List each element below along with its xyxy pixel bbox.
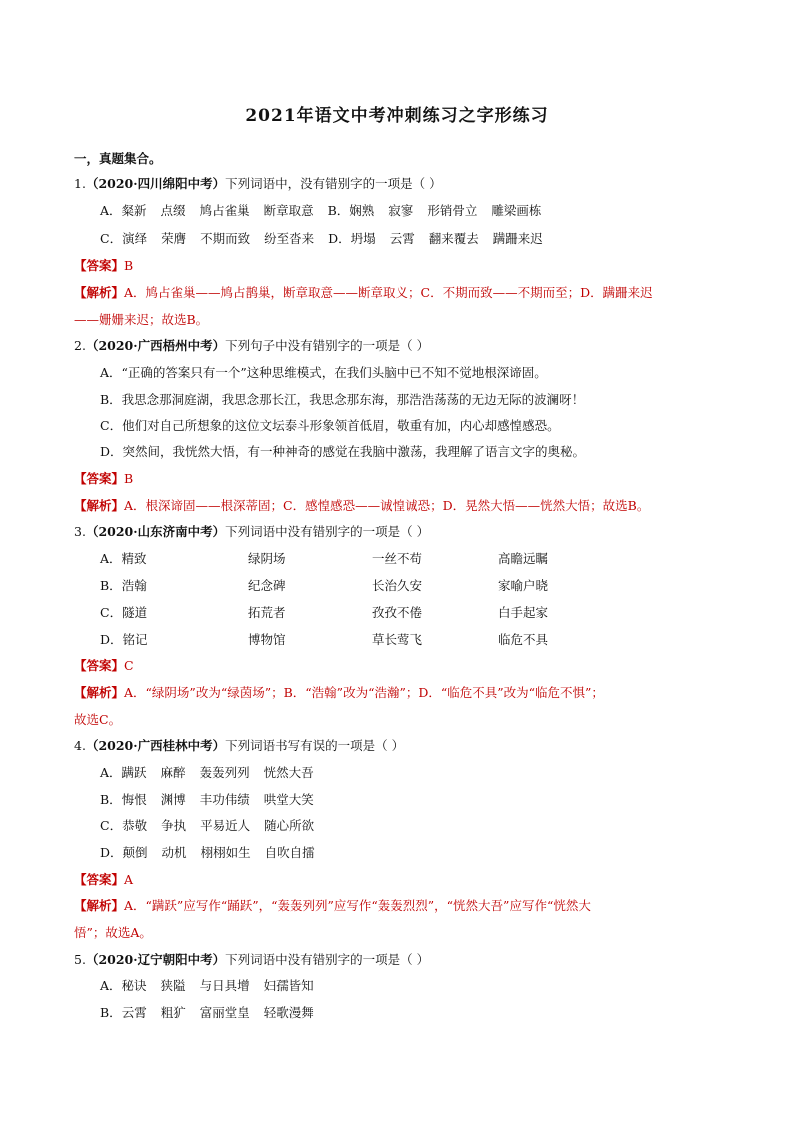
question-number: 3. [74,524,86,539]
question-1-options-cd [100,229,543,249]
answer-tag: 【答案】 [74,658,125,673]
answer-value: A [124,872,134,887]
option-label: C． [100,231,123,246]
question-source: （2020·辽宁朝阳中考） [85,952,226,967]
question-4-analysis [74,896,591,916]
question-source: （2020·广西桂林中考） [85,738,226,753]
question-2-option-d: D．突然间，我恍然大悟，有一种神奇的感觉在我脑中激荡，我理解了语言文字的奥秘。 [100,444,586,459]
option-word: 一丝不苟 [372,551,423,566]
option-word: 不期而致 [200,231,251,246]
question-2-option-a: A．“正确的答案只有一个”这种思维模式，在我们头脑中已不知不觉地根深谛固。 [100,365,547,380]
analysis-text: A．鸠占雀巢——鸠占鹊巢，断章取意——断章取义；C．不期而致——不期而至；D．蹒跚来迟 [124,285,653,300]
question-5-option-a [100,976,314,996]
option-word: 富丽堂皇 [199,1005,250,1020]
question-2-option-b: B．我思念那洞庭湖，我思念那长江，我思念那东海，那浩浩荡荡的无边无际的波澜呀！ [100,392,585,407]
option-word: 云霄 [121,1005,147,1020]
question-3-answer [74,656,134,676]
option-word: 自吹自擂 [264,845,315,860]
question-2-answer [74,469,133,489]
option-word: 临危不具 [498,632,549,647]
question-number: 5. [74,952,86,967]
question-number: 2. [74,338,86,353]
option-label: A． [100,203,122,218]
analysis-text: A．根深谛固——根深蒂固；C．感惶感恐——诚惶诚恐；D．晃然大悟——恍然大悟；故选B。 [124,498,650,513]
option-word: 云霄 [389,231,415,246]
option-word: 妇孺皆知 [263,978,314,993]
option-word: 点缀 [160,203,186,218]
question-4-option-a [100,763,314,783]
option-word: 悔恨 [121,792,147,807]
option-word: 恭敬 [122,818,148,833]
question-source: （2020·四川绵阳中考） [85,176,226,191]
question-source: （2020·山东济南中考） [85,524,226,539]
question-1-stem [74,174,442,194]
option-word: 拓荒者 [248,605,286,620]
option-word: 绿阴场 [248,551,286,566]
question-4-answer [74,870,133,890]
question-text: 下列词语中没有错别字的一项是（ ） [225,524,430,539]
option-word: 粲新 [121,203,147,218]
option-word: 鸠占雀巢 [199,203,250,218]
question-5-option-b [100,1003,314,1023]
option-label: D． [328,231,351,246]
option-word: 博物馆 [248,632,286,647]
answer-value: B [124,258,134,273]
option-word: 恍然大吾 [263,765,314,780]
option-word: 轰轰列列 [199,765,250,780]
analysis-tag: 【解析】 [74,898,125,913]
option-word: 蹒跃 [121,765,147,780]
option-word: 演绎 [122,231,148,246]
analysis-tag: 【解析】 [74,498,125,513]
option-word: 翻来覆去 [428,231,479,246]
question-2-stem [74,336,429,356]
option-label: B． [100,1005,122,1020]
option-word: 纷至沓来 [264,231,315,246]
question-4-analysis-cont: 悟”；故选A。 [74,925,152,940]
option-word: 秘诀 [121,978,147,993]
option-word: 形销骨立 [427,203,478,218]
question-text: 下列词语书写有误的一项是（ ） [225,738,405,753]
option-label: D． [100,845,123,860]
question-1-options-ab [100,201,541,221]
option-label: C． [100,605,123,620]
option-word: 浩翰 [121,578,147,593]
question-1-analysis [74,283,653,303]
option-word: 狭隘 [160,978,186,993]
option-word: 哄堂大笑 [263,792,314,807]
option-word: 草长莺飞 [372,632,423,647]
question-3-analysis [74,683,604,703]
option-word: 纪念碑 [248,578,286,593]
question-1-analysis-cont: ——姗姗来迟；故选B。 [74,312,209,327]
page-title: 2021年语文中考冲刺练习之字形练习 [245,106,549,126]
question-4-option-b [100,790,314,810]
option-word: 隧道 [122,605,148,620]
analysis-tag: 【解析】 [74,685,125,700]
option-label: D． [100,632,123,647]
option-word: 粗犷 [160,1005,186,1020]
option-word: 娴熟 [349,203,375,218]
question-2-option-c: C．他们对自己所想象的这位文坛泰斗形象领首低眉，敬重有加，内心却感惶感恐。 [100,418,560,433]
option-word: 争执 [161,818,187,833]
option-word: 孜孜不倦 [372,605,423,620]
option-word: 轻歌漫舞 [263,1005,314,1020]
option-label: B． [100,792,122,807]
option-word: 渊博 [160,792,186,807]
option-word: 白手起家 [498,605,549,620]
analysis-text: A．“蹒跃”应写作“踊跃”，“轰轰列列”应写作“轰轰烈烈”，“恍然大吾”应写作“恍然大 [124,898,591,913]
option-word: 坍塌 [350,231,376,246]
answer-tag: 【答案】 [74,471,125,486]
question-4-stem [74,736,404,756]
option-word: 平易近人 [200,818,251,833]
question-source: （2020·广西梧州中考） [85,338,226,353]
question-4-option-d [100,843,315,863]
answer-value: B [124,471,134,486]
answer-tag: 【答案】 [74,258,125,273]
question-text: 下列词语中，没有错别字的一项是（ ） [225,176,442,191]
option-word: 精致 [121,551,147,566]
question-number: 1. [74,176,86,191]
question-5-stem [74,950,429,970]
question-2-analysis [74,496,649,516]
option-word: 丰功伟绩 [199,792,250,807]
question-1-answer [74,256,133,276]
option-label: C． [100,818,123,833]
option-word: 随心所欲 [264,818,315,833]
question-number: 4. [74,738,86,753]
option-word: 栩栩如生 [200,845,251,860]
option-word: 颠倒 [122,845,148,860]
option-word: 铭记 [122,632,148,647]
question-text: 下列句子中没有错别字的一项是（ ） [225,338,430,353]
option-label: B． [327,203,350,218]
option-word: 长治久安 [372,578,423,593]
option-word: 断章取意 [263,203,314,218]
question-text: 下列词语中没有错别字的一项是（ ） [225,952,430,967]
option-label: A． [100,978,122,993]
option-label: B． [100,578,122,593]
option-word: 高瞻远瞩 [498,551,549,566]
option-word: 动机 [161,845,187,860]
answer-value: C [124,658,134,673]
analysis-text: A．“绿阴场”改为“绿茵场”；B．“浩翰”改为“浩瀚”；D．“临危不具”改为“临危不惧”； [124,685,604,700]
question-4-option-c [100,816,314,836]
analysis-tag: 【解析】 [74,285,125,300]
option-word: 雕梁画栋 [491,203,542,218]
section-heading: 一，真题集合。 [74,151,162,166]
answer-tag: 【答案】 [74,872,125,887]
option-label: A． [100,551,122,566]
question-3-stem [74,522,429,542]
option-word: 与日具增 [199,978,250,993]
option-word: 家喻户晓 [498,578,549,593]
option-word: 蹒跚来迟 [492,231,543,246]
option-word: 麻醉 [160,765,186,780]
option-label: A． [100,765,122,780]
option-word: 寂寥 [388,203,414,218]
question-3-analysis-cont: 故选C。 [74,712,122,727]
option-word: 荣膺 [161,231,187,246]
